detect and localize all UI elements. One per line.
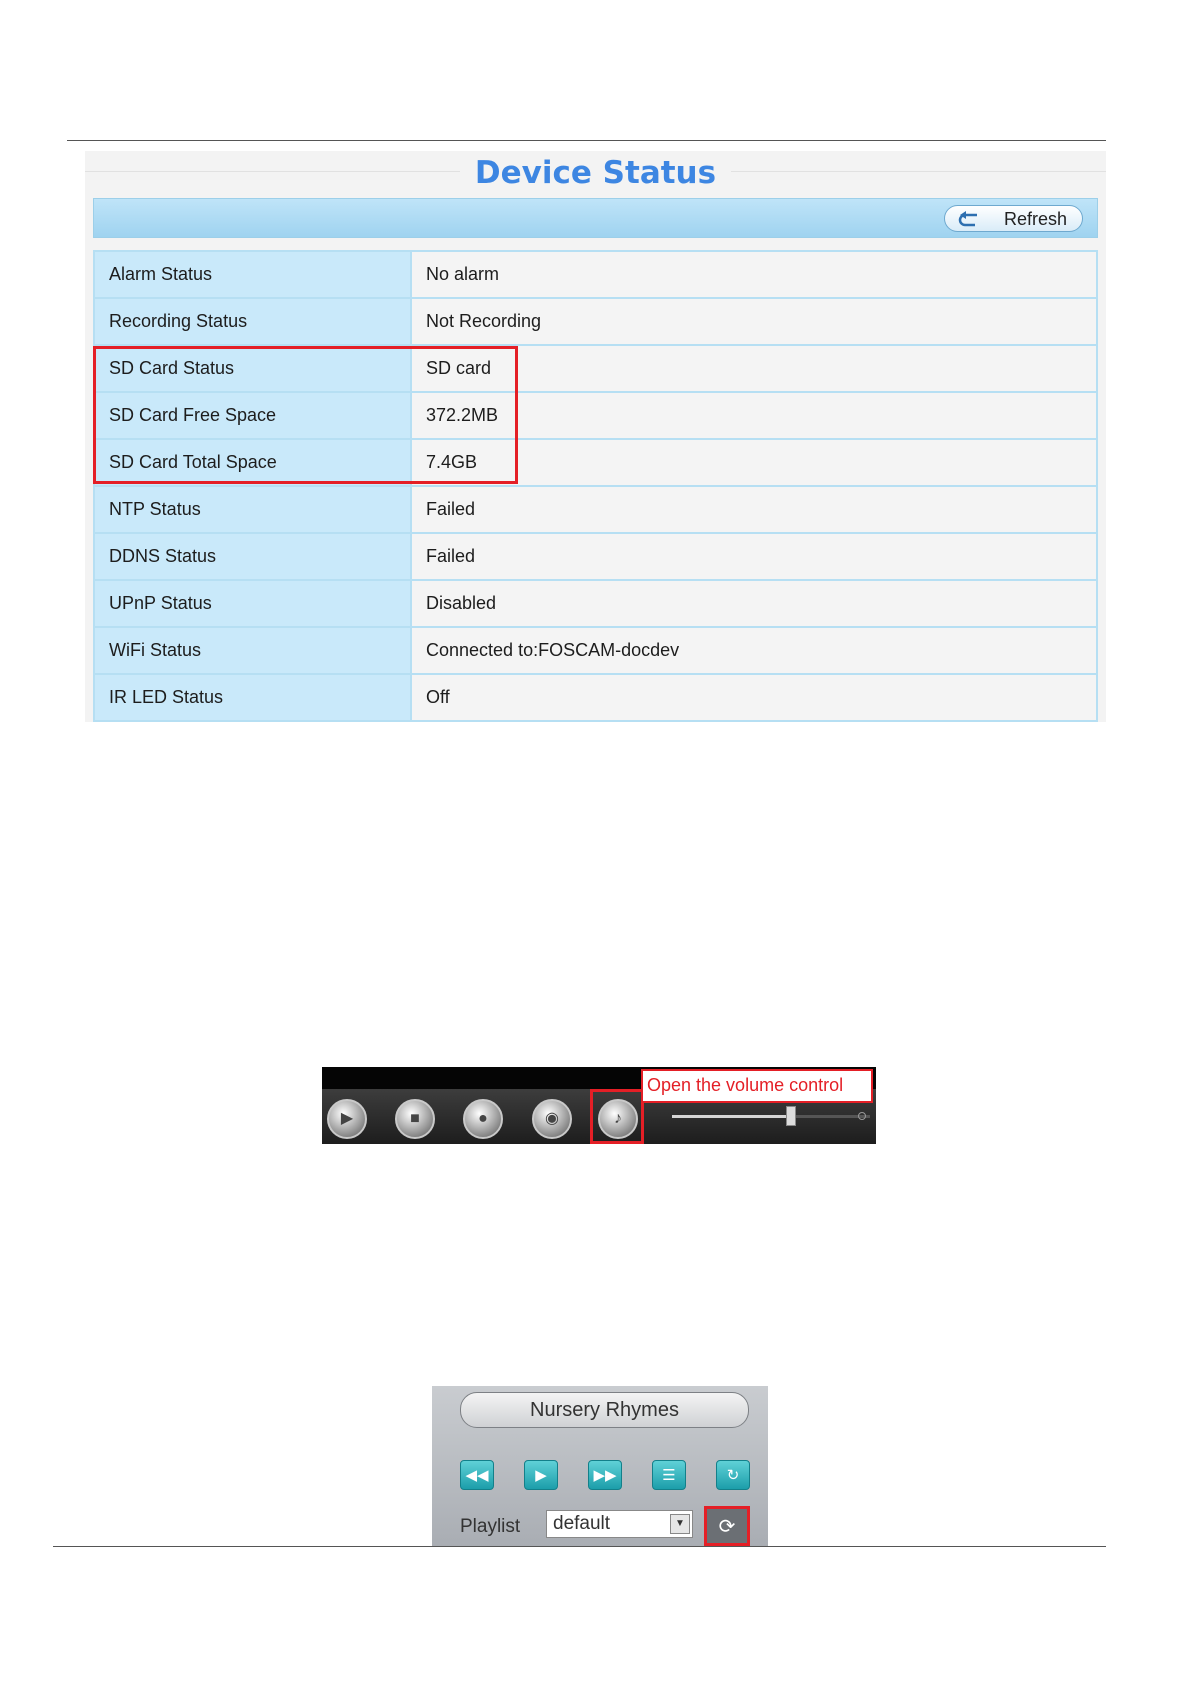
play-icon: ▶: [340, 1110, 354, 1127]
volume-icon: ♪: [614, 1110, 622, 1127]
playlist-select[interactable]: [546, 1510, 693, 1538]
refresh-label: Refresh: [1003, 209, 1067, 229]
fast-forward-button[interactable]: [588, 1460, 622, 1490]
status-value: No alarm: [411, 251, 1097, 298]
status-value: Off: [411, 674, 1097, 721]
status-value: Not Recording: [411, 298, 1097, 345]
playlist-label: Playlist: [460, 1516, 521, 1537]
page-title: Device Status: [474, 155, 717, 191]
status-key: Recording Status: [94, 298, 411, 345]
toolbar: [93, 198, 1098, 238]
table-row: [94, 439, 1097, 486]
status-key: SD Card Free Space: [94, 392, 411, 439]
chevron-down-icon[interactable]: ▼: [670, 1514, 690, 1534]
stop-button[interactable]: [395, 1099, 435, 1139]
table-row: [94, 298, 1097, 345]
table-row: [94, 674, 1097, 721]
table-row: [94, 251, 1097, 298]
status-value: Connected to:FOSCAM-docdev: [411, 627, 1097, 674]
microphone-icon: ●: [478, 1110, 488, 1127]
refresh-playlist-button[interactable]: [704, 1506, 750, 1546]
status-value: Disabled: [411, 580, 1097, 627]
playlist-view-button[interactable]: [652, 1460, 686, 1490]
list-icon: ☰: [662, 1466, 676, 1484]
playlist-selected-value: default: [553, 1513, 611, 1534]
rewind-icon: ◀◀: [465, 1466, 489, 1484]
play-icon: ▶: [535, 1466, 547, 1484]
table-row: [94, 580, 1097, 627]
volume-callout: Open the volume control: [641, 1069, 873, 1103]
status-value: SD card: [411, 345, 1097, 392]
status-table: [93, 250, 1098, 722]
rewind-button[interactable]: [460, 1460, 494, 1490]
status-key: DDNS Status: [94, 533, 411, 580]
fast-forward-icon: ▶▶: [593, 1466, 617, 1484]
undo-arrow-icon: [957, 211, 981, 227]
refresh-icon: ⟳: [718, 1514, 736, 1538]
status-key: Alarm Status: [94, 251, 411, 298]
status-value: Failed: [411, 486, 1097, 533]
playlist-widget: [432, 1386, 768, 1547]
status-key: UPnP Status: [94, 580, 411, 627]
loop-button[interactable]: [716, 1460, 750, 1490]
refresh-button[interactable]: [944, 205, 1083, 232]
play-button[interactable]: [524, 1460, 558, 1490]
table-row: [94, 392, 1097, 439]
record-icon: ◉: [545, 1110, 559, 1127]
top-divider: [67, 140, 1106, 141]
bottom-divider: [53, 1546, 1106, 1547]
table-row: [94, 486, 1097, 533]
status-key: SD Card Total Space: [94, 439, 411, 486]
record-button[interactable]: [532, 1099, 572, 1139]
status-key: WiFi Status: [94, 627, 411, 674]
track-title: Nursery Rhymes: [460, 1392, 749, 1428]
play-button[interactable]: [327, 1099, 367, 1139]
stop-icon: ■: [410, 1110, 420, 1127]
talk-button[interactable]: [463, 1099, 503, 1139]
status-key: SD Card Status: [94, 345, 411, 392]
volume-slider-handle[interactable]: [786, 1106, 796, 1126]
status-value: 372.2MB: [411, 392, 1097, 439]
status-key: NTP Status: [94, 486, 411, 533]
table-row: [94, 627, 1097, 674]
volume-highlight-box: [590, 1089, 644, 1144]
volume-slider-filled[interactable]: [672, 1115, 792, 1118]
volume-max-icon: [858, 1112, 866, 1120]
status-value: Failed: [411, 533, 1097, 580]
player-control-bar: [322, 1067, 876, 1144]
device-status-panel: [85, 151, 1106, 722]
loop-icon: ↻: [726, 1466, 740, 1484]
status-key: IR LED Status: [94, 674, 411, 721]
table-row: [94, 345, 1097, 392]
status-value: 7.4GB: [411, 439, 1097, 486]
table-row: [94, 533, 1097, 580]
